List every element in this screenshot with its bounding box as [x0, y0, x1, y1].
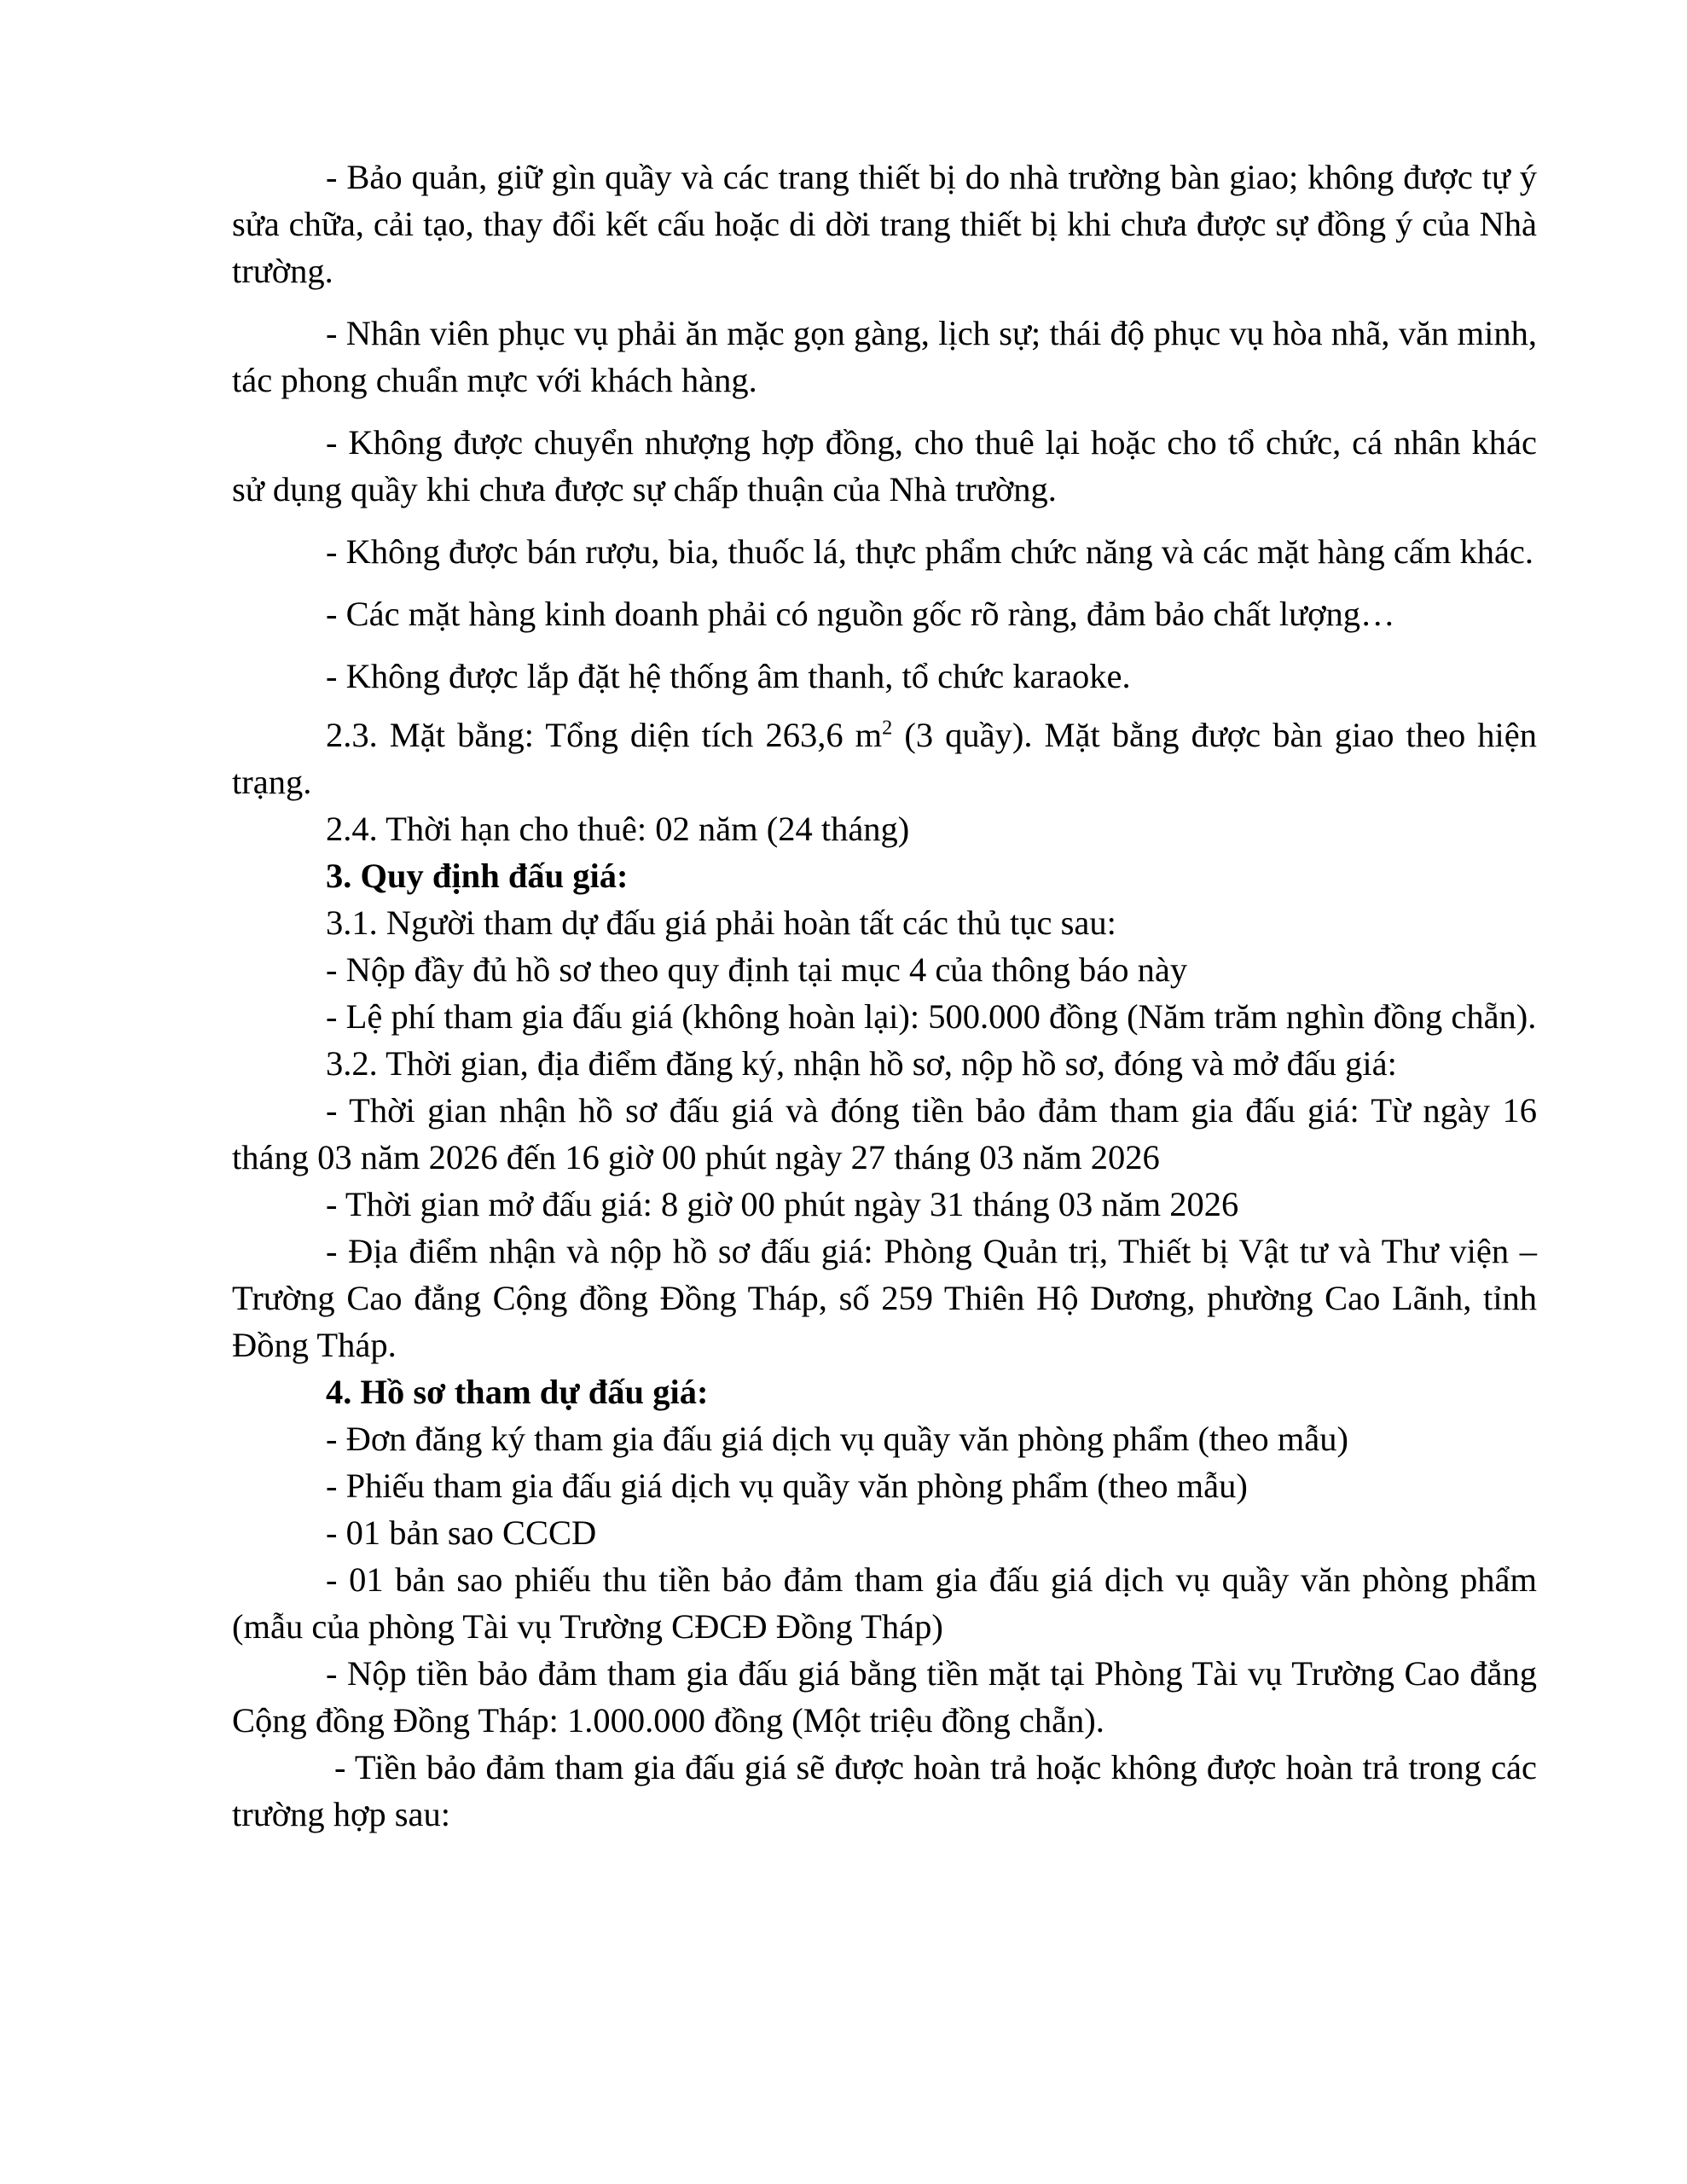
paragraph-registration-form: - Đơn đăng ký tham gia đấu giá dịch vụ quầy văn phòng phẩm (theo mẫu): [326, 1420, 1349, 1458]
document-page: [232, 154, 1537, 1838]
paragraph-staff-conduct: - Nhân viên phục vụ phải ăn mặc gọn gàng, lịch sự; thái độ phục vụ hòa nhã, văn minh, tác phong chuẩn mực với khách hàng.: [232, 314, 1537, 399]
paragraph-participant-procedures: 3.1. Người tham dự đấu giá phải hoàn tất các thủ tục sau:: [326, 903, 1116, 942]
paragraph-submit-dossier: - Nộp đầy đủ hồ sơ theo quy định tại mục 4 của thông báo này: [326, 950, 1188, 989]
paragraph-receiving-period: - Thời gian nhận hồ sơ đấu giá và đóng tiền bảo đảm tham gia đấu giá: Từ ngày 16 tháng 03 năm 2026 đến 16 giờ 00 phút ngày 27 tháng 03 năm 2026: [232, 1091, 1537, 1176]
paragraph-receipt-copy: - 01 bản sao phiếu thu tiền bảo đảm tham gia đấu giá dịch vụ quầy văn phòng phẩm (mẫu của phòng Tài vụ Trường CĐCĐ Đồng Tháp): [232, 1560, 1537, 1646]
paragraph-prohibited-goods: - Không được bán rượu, bia, thuốc lá, thực phẩm chức năng và các mặt hàng cấm khác.: [326, 532, 1534, 571]
premises-area-text-rest: (3 quầy). Mặt bằng được bàn giao theo hiện trạng.: [232, 716, 1538, 801]
paragraph-participation-fee: - Lệ phí tham gia đấu giá (không hoàn lại): 500.000 đồng (Năm trăm nghìn đồng chẵn).: [326, 997, 1537, 1036]
paragraph-lease-term: 2.4. Thời hạn cho thuê: 02 năm (24 tháng): [326, 810, 910, 848]
paragraph-equipment-care: - Bảo quản, giữ gìn quầy và các trang thiết bị do nhà trường bàn giao; không được tự ý sửa chữa, cải tạo, thay đổi kết cấu hoặc di dời trang thiết bị khi chưa được sự đồng ý của Nhà trường.: [232, 158, 1537, 290]
paragraph-opening-time: - Thời gian mở đấu giá: 8 giờ 00 phút ngày 31 tháng 03 năm 2026: [326, 1185, 1239, 1223]
paragraph-deposit-payment: - Nộp tiền bảo đảm tham gia đấu giá bằng tiền mặt tại Phòng Tài vụ Trường Cao đẳng Cộng đồng Đồng Tháp: 1.000.000 đồng (Một triệu đồng chẵn).: [232, 1654, 1537, 1740]
paragraph-time-location-heading: 3.2. Thời gian, địa điểm đăng ký, nhận hồ sơ, nộp hồ sơ, đóng và mở đấu giá:: [326, 1044, 1397, 1083]
paragraph-submission-location: - Địa điểm nhận và nộp hồ sơ đấu giá: Phòng Quản trị, Thiết bị Vật tư và Thư viện – Trường Cao đẳng Cộng đồng Đồng Tháp, số 259 Thiên Hộ Dương, phường Cao Lãnh, tỉnh Đồng Tháp.: [232, 1232, 1537, 1364]
paragraph-premises-area: [232, 712, 1537, 805]
premises-area-text: 2.3. Mặt bằng: Tổng diện tích 263,6 m: [326, 716, 883, 754]
section-heading-auction-rules: 3. Quy định đấu giá:: [326, 857, 629, 895]
superscript-squared: 2: [882, 716, 893, 740]
paragraph-participation-slip: - Phiếu tham gia đấu giá dịch vụ quầy văn phòng phẩm (theo mẫu): [326, 1467, 1248, 1505]
paragraph-deposit-refund: - Tiền bảo đảm tham gia đấu giá sẽ được hoàn trả hoặc không được hoàn trả trong các trường hợp sau:: [232, 1748, 1537, 1833]
paragraph-no-karaoke: - Không được lắp đặt hệ thống âm thanh, tổ chức karaoke.: [326, 657, 1131, 695]
section-heading-dossier: 4. Hồ sơ tham dự đấu giá:: [326, 1373, 709, 1411]
paragraph-id-copy: - 01 bản sao CCCD: [326, 1513, 597, 1552]
paragraph-no-transfer: - Không được chuyển nhượng hợp đồng, cho thuê lại hoặc cho tổ chức, cá nhân khác sử dụng quầy khi chưa được sự chấp thuận của Nhà trường.: [232, 423, 1537, 508]
paragraph-goods-origin: - Các mặt hàng kinh doanh phải có nguồn gốc rõ ràng, đảm bảo chất lượng…: [326, 595, 1395, 633]
